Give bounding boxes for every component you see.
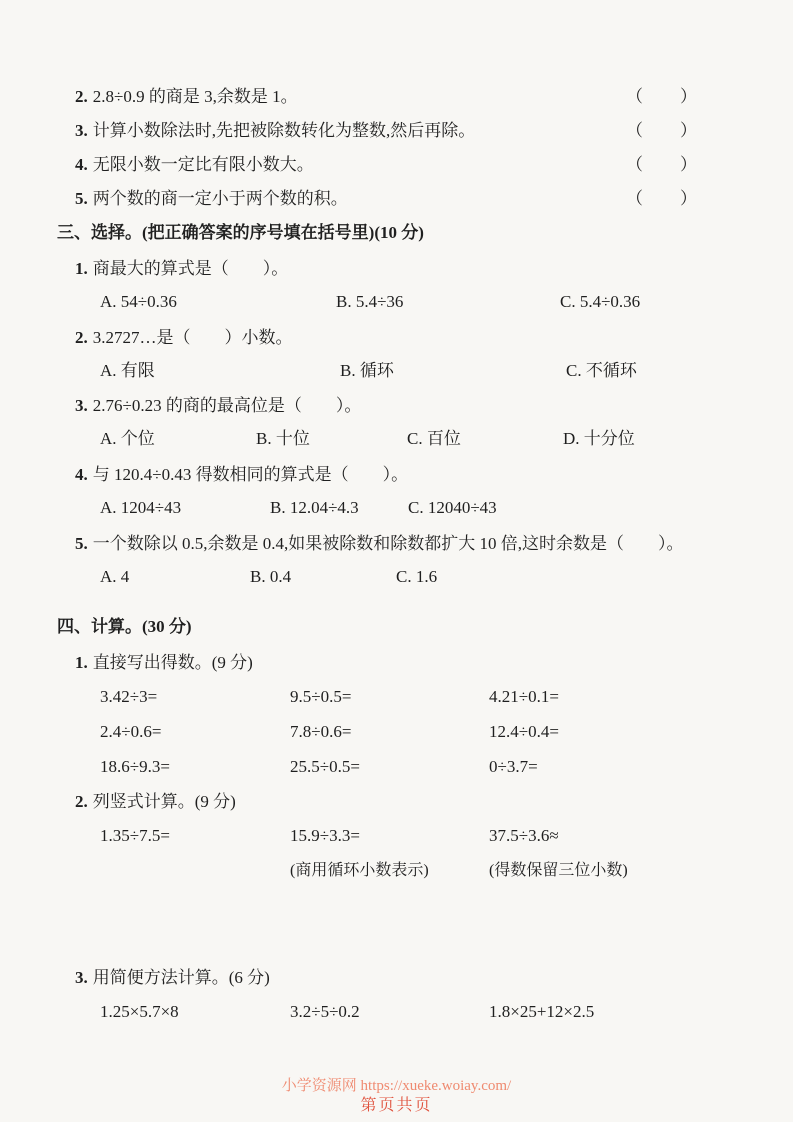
option-row <box>57 291 733 314</box>
stem-text: 商最大的算式是（ ）。 <box>92 258 289 278</box>
option-a: A. 个位 <box>100 429 155 449</box>
calc-expression: 0÷3.7= <box>489 756 538 776</box>
option-a: A. 4 <box>100 567 130 587</box>
judgment-text: 两个数的商一定小于两个数的积。 <box>92 188 348 208</box>
question-number: 1. <box>75 258 88 278</box>
question-number: 4. <box>75 465 88 485</box>
direct-calc-row <box>57 686 733 709</box>
question-stem <box>57 395 733 418</box>
page-number-label: 第页共页 <box>360 1097 433 1115</box>
option-b: B. 12.04÷4.3 <box>270 498 359 518</box>
question-stem <box>57 464 733 487</box>
item-number: 2. <box>75 87 88 106</box>
option-row <box>57 360 733 383</box>
subsection-title <box>57 652 733 675</box>
choice-section <box>57 222 733 589</box>
answer-bracket: （ ） <box>626 87 707 106</box>
option-c: C. 12040÷43 <box>408 498 497 518</box>
option-a: A. 有限 <box>100 360 155 380</box>
option-b: B. 0.4 <box>250 567 292 587</box>
calc-note: (得数保留三位小数) <box>489 861 628 879</box>
judgment-item <box>57 120 733 143</box>
judgment-item <box>57 188 733 211</box>
subsection-title <box>57 967 733 990</box>
stem-text: 2.76÷0.23 的商的最高位是（ ）。 <box>92 396 362 416</box>
question-number: 3. <box>75 396 88 416</box>
direct-calc-row <box>57 721 733 744</box>
calc-expression: 12.4÷0.4= <box>489 721 559 741</box>
option-row <box>57 497 733 520</box>
item-number: 5. <box>75 188 88 208</box>
calc-expression: 2.4÷0.6= <box>100 721 162 741</box>
question-stem <box>57 258 733 281</box>
subsection-number: 1. <box>75 653 88 672</box>
calc-expression: 1.35÷7.5= <box>100 825 170 845</box>
option-a: A. 1204÷43 <box>100 498 182 518</box>
subsection-text: 列竖式计算。(9 分) <box>92 791 236 811</box>
option-row <box>57 428 733 451</box>
empty-cell <box>100 860 290 882</box>
calc-expression: 7.8÷0.6= <box>290 721 352 741</box>
calc-expression: 4.21÷0.1= <box>489 686 559 706</box>
calc-expression: 37.5÷3.6≈ <box>489 825 559 845</box>
option-c: C. 1.6 <box>396 567 438 587</box>
stem-text: 一个数除以 0.5,余数是 0.4,如果被除数和除数都扩大 10 倍,这时余数是（ ）。 <box>92 534 684 554</box>
vertical-calc-notes <box>57 860 733 882</box>
option-c: C. 百位 <box>407 429 461 449</box>
calc-expression: 9.5÷0.5= <box>290 686 352 706</box>
answer-bracket: （ ） <box>626 154 707 174</box>
option-b: B. 5.4÷36 <box>336 291 404 311</box>
option-b: B. 十位 <box>256 429 310 449</box>
subsection-number: 2. <box>75 791 88 811</box>
calc-expression: 3.2÷5÷0.2 <box>290 1002 360 1022</box>
item-number: 4. <box>75 154 88 174</box>
option-d: D. 十分位 <box>563 429 635 449</box>
judgment-item <box>57 154 733 177</box>
option-c: C. 5.4÷0.36 <box>560 291 641 311</box>
option-c: C. 不循环 <box>566 360 637 380</box>
judgment-text: 计算小数除法时,先把被除数转化为整数,然后再除。 <box>92 120 476 140</box>
calc-note: (商用循环小数表示) <box>290 861 429 879</box>
judgment-section <box>57 86 733 211</box>
subsection-text: 直接写出得数。(9 分) <box>92 653 253 672</box>
stem-text: 与 120.4÷0.43 得数相同的算式是（ ）。 <box>92 465 409 485</box>
working-space <box>57 893 733 967</box>
calculation-section <box>57 616 733 1024</box>
calc-expression: 15.9÷3.3= <box>290 825 360 845</box>
simplify-calc-row <box>57 1001 733 1024</box>
option-a: A. 54÷0.36 <box>100 291 177 311</box>
calc-expression: 1.8×25+12×2.5 <box>489 1002 595 1022</box>
question-number: 2. <box>75 327 88 347</box>
judgment-text: 无限小数一定比有限小数大。 <box>92 154 314 174</box>
section-title: 四、计算。(30 分) <box>57 617 192 637</box>
calc-expression: 25.5÷0.5= <box>290 756 360 776</box>
answer-bracket: （ ） <box>626 120 707 140</box>
question-stem <box>57 533 733 556</box>
calc-expression: 18.6÷9.3= <box>100 756 170 776</box>
judgment-text: 2.8÷0.9 的商是 3,余数是 1。 <box>92 87 298 106</box>
question-number: 5. <box>75 534 88 554</box>
subsection-text: 用简便方法计算。(6 分) <box>92 968 270 988</box>
vertical-calc-row <box>57 825 733 848</box>
direct-calc-row <box>57 756 733 779</box>
calc-expression: 1.25×5.7×8 <box>100 1002 179 1022</box>
subsection-title <box>57 791 733 814</box>
subsection-number: 3. <box>75 968 88 988</box>
calc-expression: 3.42÷3= <box>100 686 158 706</box>
item-number: 3. <box>75 120 88 140</box>
section-title: 三、选择。(把正确答案的序号填在括号里)(10 分) <box>57 222 424 242</box>
option-row <box>57 566 733 589</box>
footer-watermark: 小学资源网 https://xueke.woiay.com/ <box>281 1077 512 1094</box>
answer-bracket: （ ） <box>626 188 707 208</box>
stem-text: 3.2727…是（ ）小数。 <box>92 327 293 347</box>
question-stem <box>57 327 733 350</box>
option-b: B. 循环 <box>340 360 394 380</box>
judgment-item <box>57 86 733 109</box>
